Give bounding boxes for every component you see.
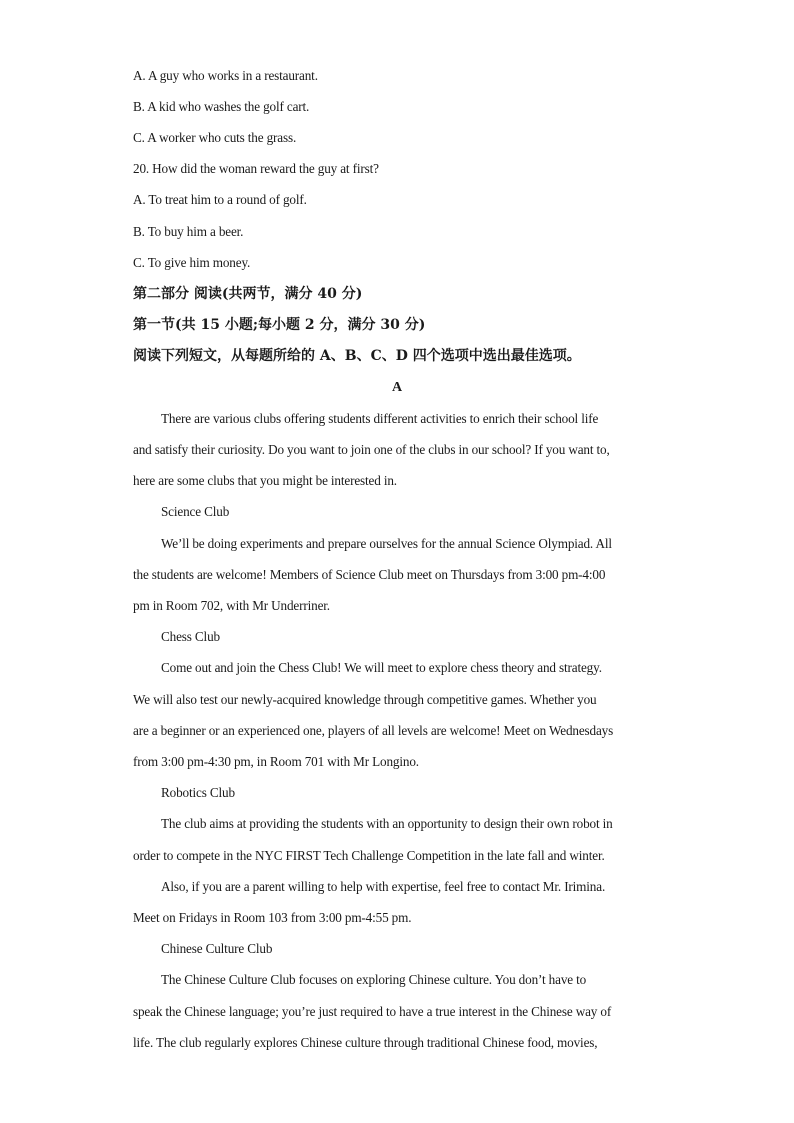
instruction: 阅读下列短文，从每题所给的 A、B、C、D 四个选项中选出最佳选项。: [133, 348, 581, 364]
q19-option-a: A. A guy who works in a restaurant.: [133, 68, 318, 83]
robotics-club-line: Meet on Fridays in Room 103 from 3:00 pm-4:55 pm.: [133, 910, 412, 925]
intro-line: There are various clubs offering students different activities to enrich their school life: [161, 411, 599, 426]
chinese-club-title: Chinese Culture Club: [161, 941, 273, 956]
intro-line: and satisfy their curiosity. Do you want to join one of the clubs in our school? If you want to,: [133, 442, 610, 457]
passage-label: A: [392, 380, 402, 395]
q19-option-b: B. A kid who washes the golf cart.: [133, 99, 310, 114]
science-club-line: the students are welcome! Members of Science Club meet on Thursdays from 3:00 pm-4:00: [133, 567, 606, 582]
robotics-club-title: Robotics Club: [161, 785, 235, 800]
science-club-line: pm in Room 702, with Mr Underriner.: [133, 598, 330, 613]
chinese-club-line: speak the Chinese language; you’re just required to have a true interest in the Chinese way of: [133, 1004, 612, 1019]
chess-club-line: from 3:00 pm-4:30 pm, in Room 701 with Mr Longino.: [133, 754, 419, 769]
chess-club-line: Come out and join the Chess Club! We will meet to explore chess theory and strategy.: [161, 660, 602, 675]
q20-option-a: A. To treat him to a round of golf.: [133, 192, 307, 207]
chess-club-line: We will also test our newly-acquired knowledge through competitive games. Whether you: [133, 692, 597, 707]
chinese-club-line: life. The club regularly explores Chinese culture through traditional Chinese food, movies,: [133, 1035, 598, 1050]
robotics-club-line: order to compete in the NYC FIRST Tech Challenge Competition in the late fall and winter.: [133, 848, 605, 863]
robotics-club-line: Also, if you are a parent willing to help with expertise, feel free to contact Mr. Irimina.: [161, 879, 606, 894]
science-club-line: We’ll be doing experiments and prepare ourselves for the annual Science Olympiad. All: [161, 536, 612, 551]
part-heading: 第二部分 阅读(共两节，满分 40 分): [133, 286, 363, 302]
chess-club-title: Chess Club: [161, 629, 220, 644]
chess-club-line: are a beginner or an experienced one, players of all levels are welcome! Meet on Wednesdays: [133, 723, 614, 738]
chinese-club-line: The Chinese Culture Club focuses on exploring Chinese culture. You don’t have to: [161, 972, 587, 987]
science-club-title: Science Club: [161, 504, 230, 519]
q20-option-b: B. To buy him a beer.: [133, 224, 244, 239]
q20-option-c: C. To give him money.: [133, 255, 251, 270]
q20-question: 20. How did the woman reward the guy at first?: [133, 161, 379, 176]
sub-heading: 第一节(共 15 小题;每小题 2 分，满分 30 分): [133, 317, 426, 333]
robotics-club-line: The club aims at providing the students with an opportunity to design their own robot in: [161, 816, 613, 831]
q19-option-c: C. A worker who cuts the grass.: [133, 130, 297, 145]
intro-line: here are some clubs that you might be interested in.: [133, 473, 397, 488]
